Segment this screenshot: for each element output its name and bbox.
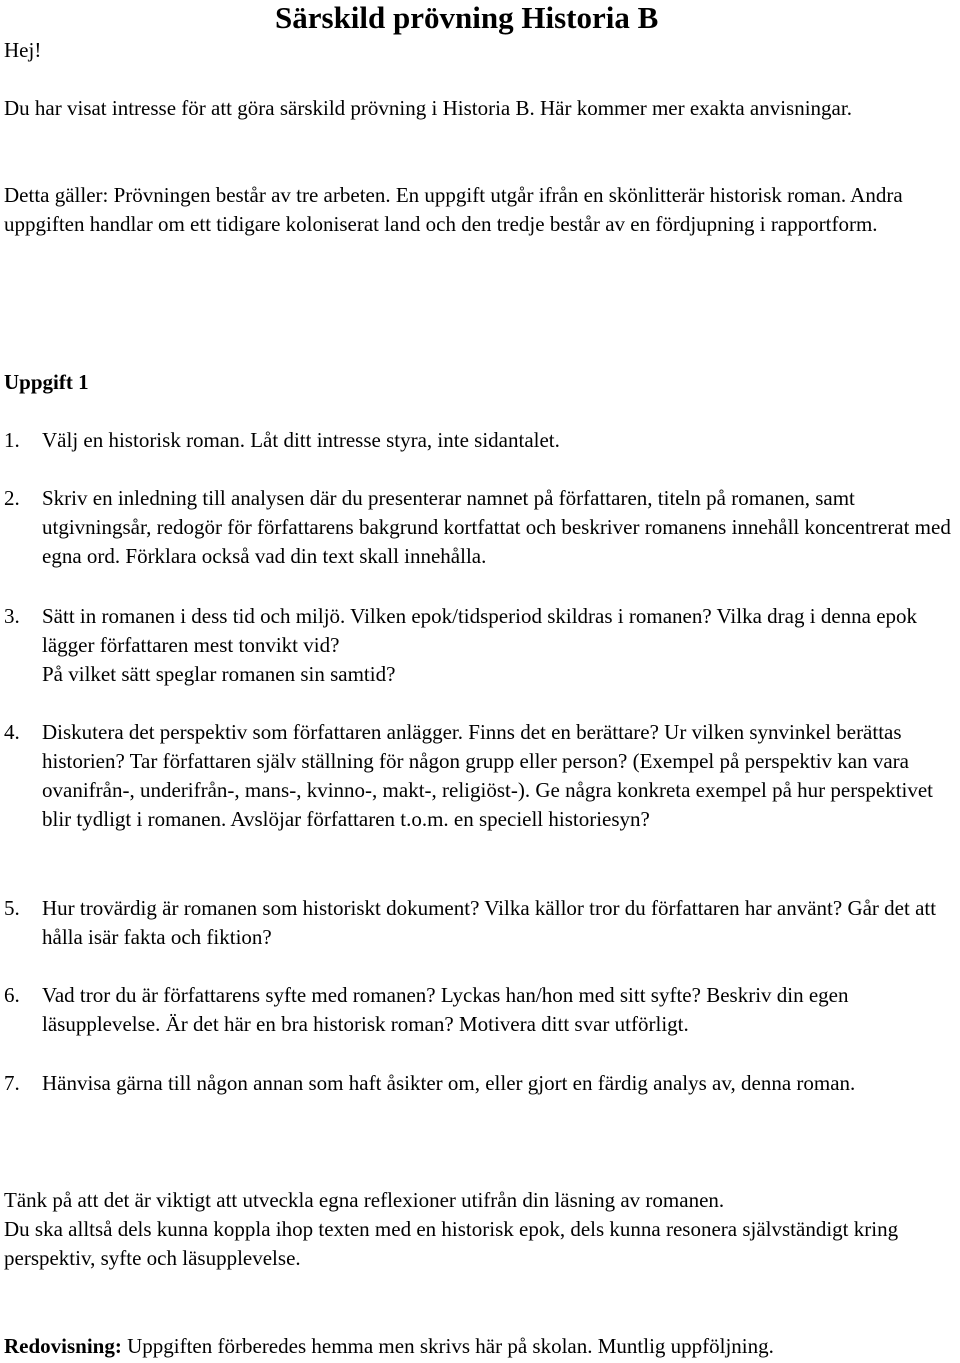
list-item-2 xyxy=(4,484,956,571)
list-item-text: Vad tror du är författarens syfte med romanen? Lyckas han/hon med sitt syfte? Beskriv din egen läsupplevelse. Är det här en bra historisk roman? Motivera ditt svar utförligt. xyxy=(42,983,849,1036)
intro-paragraph-1: Du har visat intresse för att göra särskild prövning i Historia B. Här kommer mer exakta anvisningar. xyxy=(4,96,852,120)
redovisning-label: Redovisning: xyxy=(4,1334,122,1358)
list-item-3 xyxy=(4,602,956,689)
closing-paragraph-2: Du ska alltså dels kunna koppla ihop texten med en historisk epok, dels kunna resonera självständigt kring perspektiv, syfte och läsupplevelse. xyxy=(4,1217,899,1270)
list-item-number: 1. xyxy=(4,428,20,452)
list-item-6 xyxy=(4,981,956,1039)
closing-line-1: Tänk på att det är viktigt att utveckla egna reflexioner utifrån din läsning av romanen. xyxy=(4,1188,725,1212)
list-item-1 xyxy=(4,426,956,455)
list-item-7 xyxy=(4,1069,956,1098)
list-item-text: Hänvisa gärna till någon annan som haft åsikter om, eller gjort en färdig analys av, denna roman. xyxy=(42,1071,856,1095)
list-item-text: Diskutera det perspektiv som författaren anlägger. Finns det en berättare? Ur vilken synvinkel berättas historien? Tar författaren själv ställning för någon grupp eller person? (Exempel på perspektiv kan vara ovanifrån-, underifrån-, mans-, kvinno-, makt-, religiöst-). Ge några konkreta exempel på hur perspektivet blir tydligt i romanen. Avslöjar författaren t.o.m. en speciell historiesyn? xyxy=(42,720,934,831)
list-item-number: 7. xyxy=(4,1071,20,1095)
list-item-number: 5. xyxy=(4,896,20,920)
redovisning-line xyxy=(4,1332,954,1361)
list-item-5 xyxy=(4,894,956,952)
document-title: Särskild prövning Historia B xyxy=(275,0,659,35)
redovisning-text: Uppgiften förberedes hemma men skrivs här på skolan. Muntlig uppföljning. xyxy=(121,1334,774,1358)
list-item-text: Skriv en inledning till analysen där du presenterar namnet på författaren, titeln på romanen, samt utgivningsår, redogör för författarens bakgrund kortfattat och beskriver romanens innehåll koncentrerat med egna ord. Förklara också vad din text skall innehålla. xyxy=(42,486,951,568)
list-item-number: 3. xyxy=(4,604,20,628)
intro-paragraph-2: Detta gäller: Prövningen består av tre arbeten. En uppgift utgår ifrån en skönlitterär historisk roman. Andra uppgiften handlar om ett tidigare koloniserat land och den tredje består av en fördjupning i rapportform. xyxy=(4,183,903,236)
list-item-number: 4. xyxy=(4,720,20,744)
list-item-text: Sätt in romanen i dess tid och miljö. Vilken epok/tidsperiod skildras i romanen? Vilka drag i denna epok lägger författaren mest tonvikt vid? xyxy=(42,604,918,657)
list-item-number: 6. xyxy=(4,983,20,1007)
greeting: Hej! xyxy=(4,38,42,62)
list-item-text-line-2: På vilket sätt speglar romanen sin samtid? xyxy=(42,662,396,686)
list-item-4 xyxy=(4,718,956,834)
list-item-text: Välj en historisk roman. Låt ditt intresse styra, inte sidantalet. xyxy=(42,428,560,452)
list-item-text: Hur trovärdig är romanen som historiskt dokument? Vilka källor tror du författaren har använt? Går det att hålla isär fakta och fiktion? xyxy=(42,896,937,949)
list-item-number: 2. xyxy=(4,486,20,510)
task-heading: Uppgift 1 xyxy=(4,370,89,394)
